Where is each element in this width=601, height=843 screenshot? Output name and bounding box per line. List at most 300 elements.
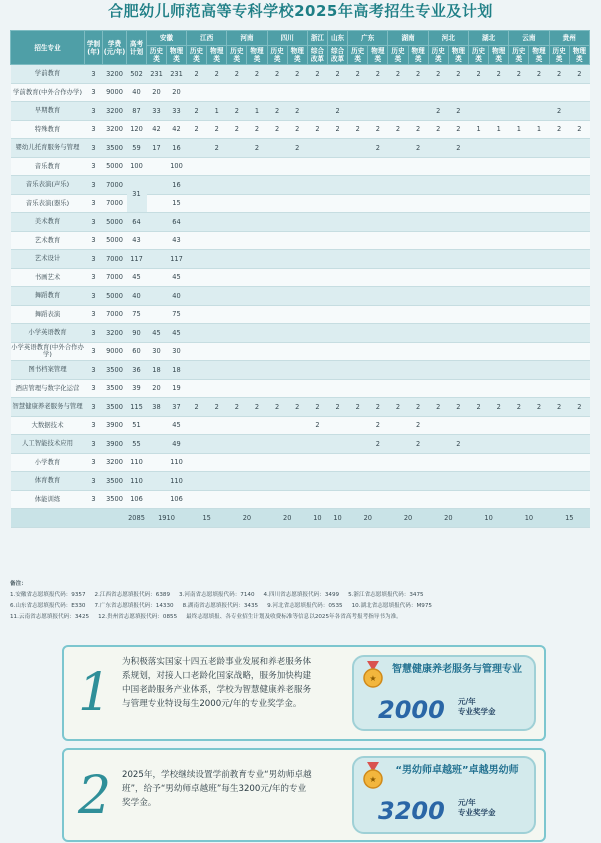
quota-cell [468,250,488,269]
quota-cell [489,324,509,343]
years-cell: 3 [85,83,103,102]
quota-cell [448,268,468,287]
quota-cell [147,490,167,509]
quota-cell [287,83,307,102]
quota-cell [147,435,167,454]
quota-cell [468,490,488,509]
table-row [11,361,590,380]
quota-cell [227,157,247,176]
plan-cell: 106 [127,490,147,509]
quota-cell: 2 [549,398,569,417]
quota-cell [529,305,549,324]
quota-cell: 2 [408,120,428,139]
quota-cell: 2 [569,398,589,417]
quota-cell [468,268,488,287]
quota-cell [388,176,408,195]
quota-cell [468,157,488,176]
quota-cell [509,379,529,398]
quota-cell [448,157,468,176]
quota-cell [428,231,448,250]
quota-cell [187,324,207,343]
quota-cell [408,287,428,306]
quota-cell [529,213,549,232]
quota-cell [207,435,227,454]
quota-cell [569,139,589,158]
notes [10,579,590,623]
quota-cell [529,194,549,213]
quota-cell [428,453,448,472]
quota-cell [468,194,488,213]
fee-cell: 5000 [103,157,127,176]
quota-cell: 2 [348,120,368,139]
quota-cell: 2 [388,398,408,417]
quota-cell [287,287,307,306]
major-name: 书画艺术 [11,268,85,287]
years-cell: 3 [85,490,103,509]
quota-cell: 231 [167,65,187,84]
quota-cell [227,305,247,324]
quota-cell [489,83,509,102]
quota-cell: 19 [167,379,187,398]
quota-cell: 2 [448,139,468,158]
quota-cell [287,490,307,509]
quota-cell [569,490,589,509]
quota-cell [509,213,529,232]
quota-cell [187,157,207,176]
quota-cell [468,453,488,472]
header-province: 贵州 [549,31,589,46]
quota-cell [247,231,267,250]
quota-cell [569,379,589,398]
header-fee: 学费(元/年) [103,31,127,65]
quota-cell [509,305,529,324]
fee-cell: 9000 [103,342,127,361]
table-row [11,490,590,509]
quota-cell [428,342,448,361]
quota-cell: 2 [448,102,468,121]
quota-cell [569,416,589,435]
total-province: 10 [327,509,347,528]
quota-cell [448,305,468,324]
plan-cell: 115 [127,398,147,417]
quota-cell [529,361,549,380]
quota-cell [147,453,167,472]
quota-cell: 1 [489,120,509,139]
years-cell: 3 [85,176,103,195]
scholarship-amount: 2000 [378,696,445,724]
table-row [11,305,590,324]
quota-cell [267,157,287,176]
quota-cell: 2 [227,102,247,121]
quota-cell [327,379,347,398]
quota-cell [489,213,509,232]
plan-cell: 120 [127,120,147,139]
fee-cell: 3200 [103,453,127,472]
quota-cell: 2 [287,65,307,84]
quota-cell [348,157,368,176]
quota-cell: 110 [167,453,187,472]
quota-cell: 30 [167,342,187,361]
quota-cell [267,250,287,269]
quota-cell [207,213,227,232]
table-row [11,65,590,84]
quota-cell [147,194,167,213]
quota-cell [247,305,267,324]
quota-cell [448,472,468,491]
quota-cell [147,416,167,435]
quota-cell [509,435,529,454]
total-province: 15 [549,509,589,528]
quota-cell: 2 [287,398,307,417]
plan-cell: 43 [127,231,147,250]
quota-cell [569,194,589,213]
quota-cell [549,213,569,232]
quota-cell [408,472,428,491]
quota-cell: 2 [267,102,287,121]
page-title: 合肥幼儿师范高等专科学校2025年高考招生专业及计划 [108,2,493,20]
header-subject: 综合改革 [307,46,327,65]
header-subject: 物理类 [247,46,267,65]
quota-cell: 37 [167,398,187,417]
note-item: 最终志愿填报、各专业招生计划及收费标准等信息以2025年各省高考报考指导书为准。 [186,614,402,620]
quota-cell [287,268,307,287]
quota-cell [509,268,529,287]
quota-cell: 30 [147,342,167,361]
quota-cell [549,435,569,454]
quota-cell [428,435,448,454]
quota-cell: 106 [167,490,187,509]
quota-cell: 2 [227,120,247,139]
plan-cell: 64 [127,213,147,232]
header-province: 云南 [509,31,549,46]
badge-title: 智慧健康养老服务与管理专业 [392,664,522,675]
quota-cell [388,102,408,121]
quota-cell: 2 [529,398,549,417]
quota-cell [227,472,247,491]
quota-cell: 2 [207,398,227,417]
quota-cell [348,453,368,472]
major-name: 早期教育 [11,102,85,121]
quota-cell [247,490,267,509]
quota-cell [247,453,267,472]
plan-cell: 55 [127,435,147,454]
quota-cell: 2 [428,65,448,84]
quota-cell [307,231,327,250]
quota-cell [569,213,589,232]
fee-cell: 3500 [103,361,127,380]
quota-cell: 2 [348,65,368,84]
header-province: 山东 [327,31,347,46]
quota-cell: 2 [408,416,428,435]
quota-cell [388,250,408,269]
quota-cell [348,231,368,250]
quota-cell [267,435,287,454]
quota-cell [448,176,468,195]
header-subject: 历史类 [187,46,207,65]
quota-cell [147,268,167,287]
years-cell: 3 [85,379,103,398]
quota-cell [187,416,207,435]
quota-cell [147,472,167,491]
header-province: 湖南 [388,31,428,46]
fee-cell: 7000 [103,194,127,213]
header-province: 河北 [428,31,468,46]
quota-cell [348,250,368,269]
quota-cell [348,379,368,398]
box-text: 2025年，学校继续设置学前教育专业“男幼师卓越班”，给予“男幼师卓越班”每生3200元/年的专业奖学金。 [122,770,312,808]
quota-cell [448,490,468,509]
quota-cell [187,194,207,213]
header-subject: 物理类 [569,46,589,65]
quota-cell [549,472,569,491]
header-subject: 物理类 [167,46,187,65]
quota-cell [187,287,207,306]
quota-cell [428,268,448,287]
quota-cell [227,139,247,158]
quota-cell: 1 [509,120,529,139]
fee-cell: 7000 [103,176,127,195]
quota-cell [307,287,327,306]
notes-line-2 [10,601,590,612]
total-province: 20 [348,509,388,528]
quota-cell [489,416,509,435]
unit-label: 专业奖学金 [458,707,496,716]
quota-cell: 2 [569,65,589,84]
quota-cell [187,250,207,269]
quota-cell [227,342,247,361]
total-plan: 2085 [127,509,147,528]
quota-cell [388,472,408,491]
quota-cell [569,342,589,361]
plan-cell: 36 [127,361,147,380]
quota-cell [529,453,549,472]
quota-cell [468,287,488,306]
quota-cell [207,231,227,250]
quota-cell [307,268,327,287]
quota-cell: 2 [307,65,327,84]
quota-cell [569,250,589,269]
quota-cell [227,287,247,306]
quota-cell [368,453,388,472]
quota-cell: 2 [327,120,347,139]
quota-cell [247,213,267,232]
major-name: 学前教育 [11,65,85,84]
major-name: 小学英语教育 [11,324,85,343]
quota-cell [327,324,347,343]
quota-cell [247,157,267,176]
plan-cell: 75 [127,305,147,324]
quota-cell [468,83,488,102]
quota-cell [549,379,569,398]
quota-cell [388,416,408,435]
quota-cell: 2 [428,102,448,121]
quota-cell: 2 [448,435,468,454]
years-cell: 3 [85,213,103,232]
quota-cell: 2 [267,65,287,84]
quota-cell [187,139,207,158]
quota-cell [468,379,488,398]
fee-cell: 3900 [103,435,127,454]
quota-cell [569,231,589,250]
quota-cell [267,472,287,491]
quota-cell [307,361,327,380]
quota-cell: 20 [167,83,187,102]
quota-cell [287,157,307,176]
table-row [11,453,590,472]
fee-cell: 7000 [103,250,127,269]
quota-cell [368,231,388,250]
quota-cell [408,83,428,102]
quota-cell [307,83,327,102]
table-row [11,102,590,121]
quota-cell [428,305,448,324]
quota-cell [267,194,287,213]
quota-cell [267,268,287,287]
quota-cell [187,213,207,232]
quota-cell [207,157,227,176]
table-row [11,398,590,417]
quota-cell [227,379,247,398]
note-item: 2.江西省志愿填报代码：6389 [94,592,171,598]
years-cell: 3 [85,472,103,491]
quota-cell: 2 [287,120,307,139]
quota-cell [468,416,488,435]
years-cell: 3 [85,194,103,213]
quota-cell: 45 [147,324,167,343]
quota-cell [368,83,388,102]
quota-cell [147,287,167,306]
quota-cell [509,157,529,176]
major-name: 音乐表演(器乐) [11,194,85,213]
quota-cell [207,490,227,509]
quota-cell [549,361,569,380]
quota-cell [327,194,347,213]
quota-cell: 2 [549,120,569,139]
table-row [11,435,590,454]
quota-cell: 2 [368,398,388,417]
plan-cell: 51 [127,416,147,435]
quota-cell [388,157,408,176]
years-cell: 3 [85,65,103,84]
major-name: 音乐表演(声乐) [11,176,85,195]
quota-cell [489,287,509,306]
quota-cell [428,416,448,435]
quota-cell [529,139,549,158]
quota-cell: 45 [167,268,187,287]
quota-cell [287,361,307,380]
quota-cell: 231 [147,65,167,84]
quota-cell [287,342,307,361]
years-cell: 3 [85,268,103,287]
quota-cell [207,305,227,324]
quota-cell [307,176,327,195]
header-years: 学制(年) [85,31,103,65]
quota-cell [468,305,488,324]
quota-cell [468,324,488,343]
quota-cell [549,268,569,287]
fee-cell: 3500 [103,139,127,158]
major-name: 大数据技术 [11,416,85,435]
quota-cell [489,250,509,269]
quota-cell [509,250,529,269]
years-cell: 3 [85,102,103,121]
svg-text:★: ★ [369,674,377,683]
plan-cell: 40 [127,83,147,102]
quota-cell [468,435,488,454]
header-subject: 历史类 [549,46,569,65]
quota-cell [489,102,509,121]
quota-cell [287,213,307,232]
quota-cell [267,83,287,102]
quota-cell [509,83,529,102]
quota-cell [247,176,267,195]
quota-cell [529,324,549,343]
quota-cell [307,194,327,213]
table-row [11,324,590,343]
quota-cell [227,83,247,102]
quota-cell [388,379,408,398]
quota-cell: 110 [167,472,187,491]
years-cell: 3 [85,416,103,435]
quota-cell: 2 [489,65,509,84]
years-cell: 3 [85,287,103,306]
quota-cell: 2 [368,120,388,139]
years-cell: 3 [85,305,103,324]
note-item: 1.安徽省志愿填报代码：9357 [10,592,86,598]
quota-cell [388,305,408,324]
quota-cell [368,324,388,343]
quota-cell [388,342,408,361]
quota-cell: 1 [247,102,267,121]
table-row [11,176,590,195]
quota-cell: 2 [408,435,428,454]
quota-cell [187,83,207,102]
years-cell: 3 [85,453,103,472]
quota-cell [368,361,388,380]
quota-cell: 2 [368,139,388,158]
quota-cell [348,490,368,509]
scholarship-amount: 3200 [378,797,445,825]
quota-cell [207,176,227,195]
quota-cell [307,472,327,491]
quota-cell [327,287,347,306]
quota-cell [408,379,428,398]
quota-cell [368,102,388,121]
totals-row [11,509,590,528]
quota-cell [549,287,569,306]
quota-cell [428,83,448,102]
quota-cell [448,342,468,361]
quota-cell [267,342,287,361]
plan-cell: 39 [127,379,147,398]
quota-cell [327,342,347,361]
fee-cell: 9000 [103,83,127,102]
quota-cell [448,231,468,250]
fee-cell: 3500 [103,379,127,398]
quota-cell [307,379,327,398]
quota-cell [509,361,529,380]
quota-cell [207,268,227,287]
quota-cell [549,157,569,176]
quota-cell [529,176,549,195]
quota-cell [327,453,347,472]
quota-cell [468,361,488,380]
quota-cell [489,231,509,250]
quota-cell [348,324,368,343]
quota-cell: 2 [428,398,448,417]
quota-cell [287,435,307,454]
quota-cell: 2 [448,65,468,84]
